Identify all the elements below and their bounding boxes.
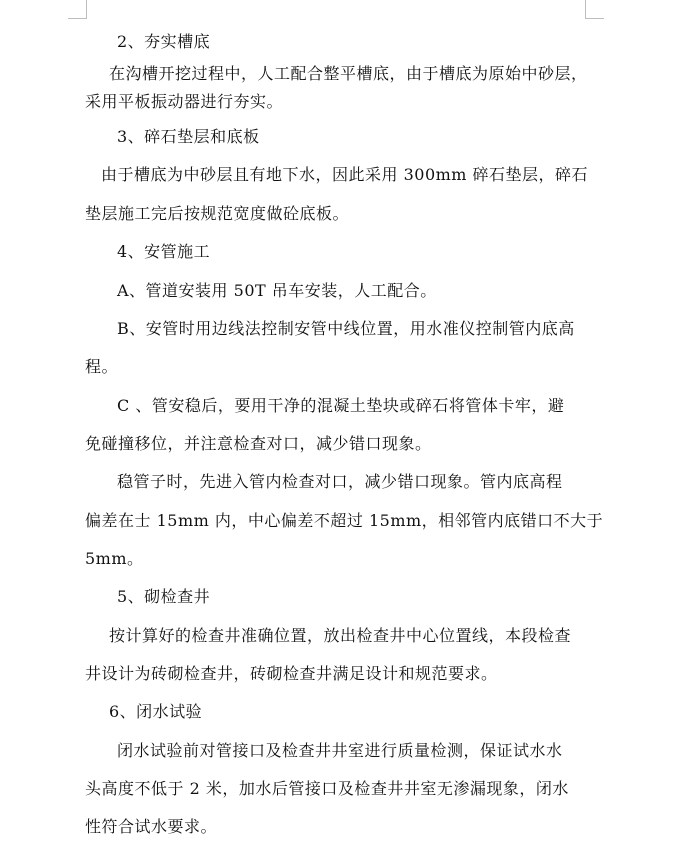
paragraph-line: 按计算好的检查井准确位置，放出检查井中心位置线，本段检查 <box>109 626 572 645</box>
paragraph-line: B、安管时用边线法控制安管中线位置，用水准仪控制管内底高 <box>117 319 575 338</box>
paragraph-line: 程。 <box>85 357 119 376</box>
paragraph-line: 稳管子时，先进入管内检查对口，减少错口现象。管内底高程 <box>117 472 563 491</box>
paragraph-line: A、管道安装用 50T 吊车安装，人工配合。 <box>117 281 437 300</box>
paragraph-line: 由于槽底为中砂层且有地下水，因此采用 300mm 碎石垫层，碎石 <box>101 165 589 184</box>
paragraph-line: 头高度不低于 2 米，加水后管接口及检查井井室无渗漏现象，闭水 <box>85 779 569 798</box>
heading-compact-trench: 2、夯实槽底 <box>117 32 211 51</box>
paragraph-line: 偏差在士 15mm 内，中心偏差不超过 15mm，相邻管内底错口不大于 <box>85 511 604 530</box>
heading-gravel-cushion: 3、碎石垫层和底板 <box>117 127 260 146</box>
heading-pipe-laying: 4、安管施工 <box>117 242 211 261</box>
heading-closed-water-test: 6、闭水试验 <box>109 702 203 721</box>
paragraph-line: 5mm。 <box>85 549 144 568</box>
paragraph-line: 免碰撞移位，并注意检查对口，减少错口现象。 <box>85 434 432 453</box>
paragraph-line: 闭水试验前对管接口及检查井井室进行质量检测，保证试水水 <box>117 741 563 760</box>
crop-mark-left <box>68 0 87 19</box>
paragraph-line: 井设计为砖砌检查井，砖砌检查井满足设计和规范要求。 <box>85 664 498 683</box>
paragraph-line: 在沟槽开挖过程中，人工配合整平槽底，由于槽底为原始中砂层， <box>109 64 588 83</box>
heading-inspection-well: 5、砌检查井 <box>117 587 211 606</box>
paragraph-line: 采用平板振动器进行夯实。 <box>85 92 284 111</box>
paragraph-line: C 、管安稳后，要用干净的混凝土垫块或碎石将管体卡牢，避 <box>117 396 565 415</box>
paragraph-line: 垫层施工完后按规范宽度做砼底板。 <box>85 204 350 223</box>
crop-mark-right <box>585 0 604 19</box>
paragraph-line: 性符合试水要求。 <box>85 817 218 836</box>
